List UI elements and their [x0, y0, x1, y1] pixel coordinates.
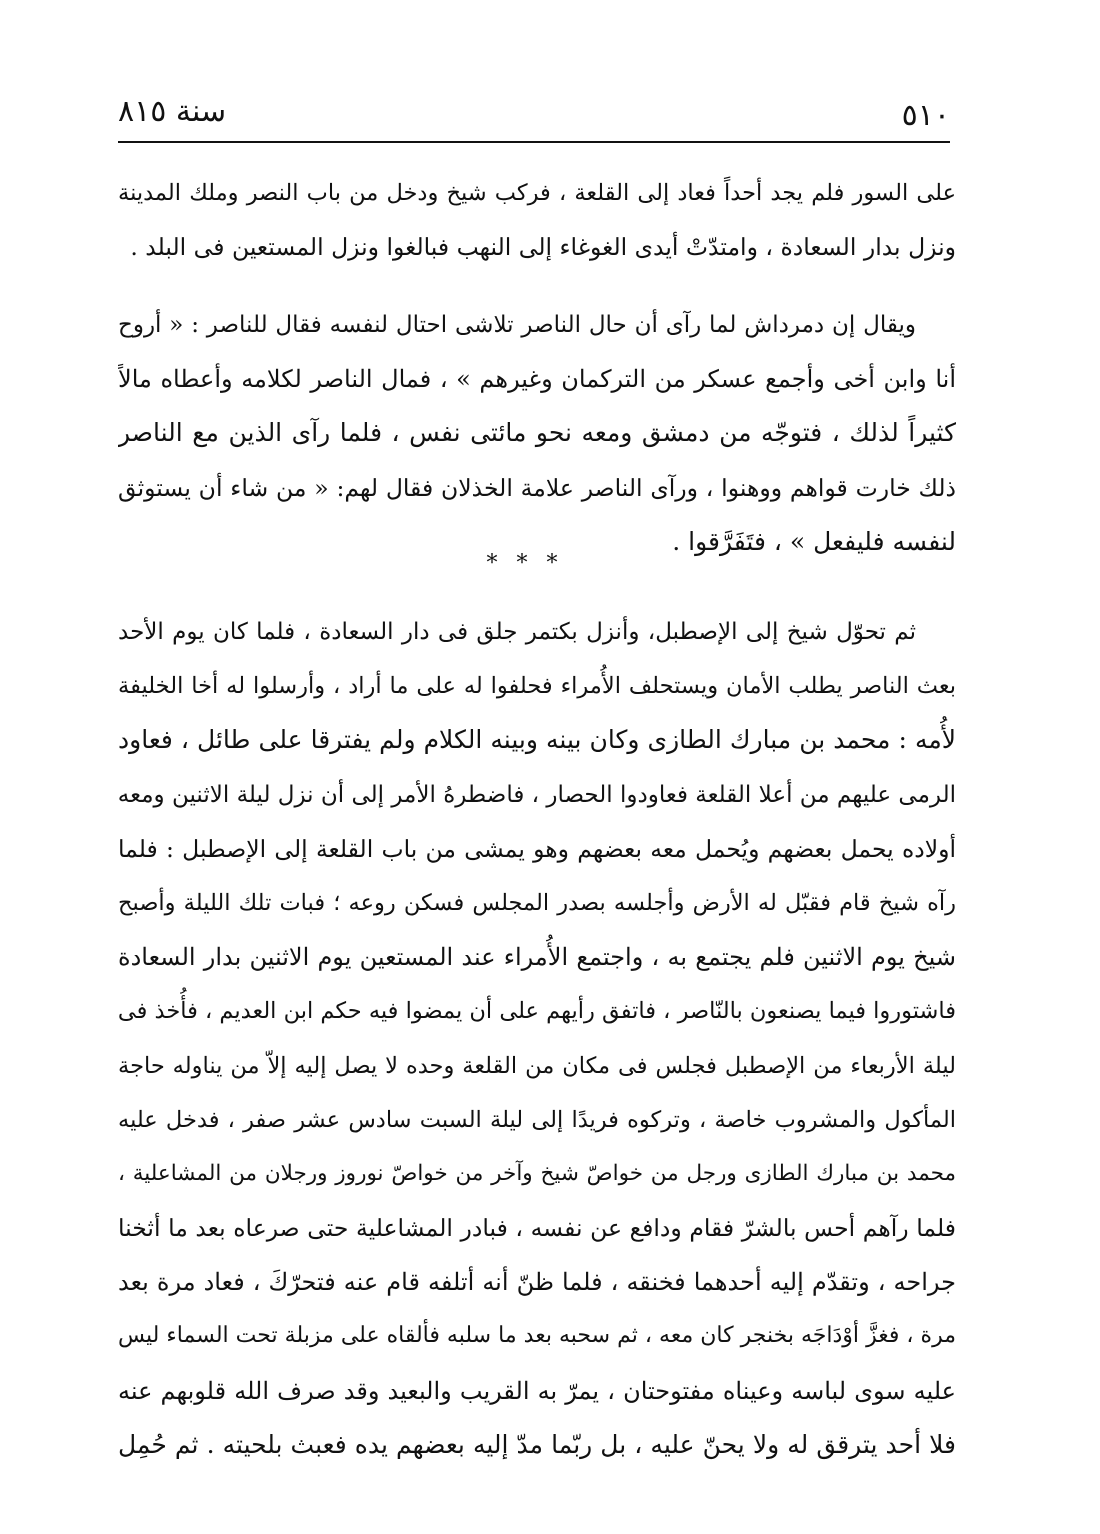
text-line: ويقال إن دمرداش لما رآى أن حال الناصر تلاشى احتال لنفسه فقال للناصر : « أروح — [118, 312, 916, 338]
text-line: المأكول والمشروب خاصة ، وتركوه فريدًا إلى ليلة السبت سادس عشر صفر ، فدخل عليه — [118, 1106, 956, 1133]
header-rule — [118, 141, 950, 143]
header-year: سنة ٨١٥ — [118, 94, 227, 129]
section-separator: * * * — [486, 551, 564, 576]
text-line: ذلك خارت قواهم ووهنوا ، ورآى الناصر علامة الخذلان فقال لهم: « من شاء أن يستوثق — [118, 473, 956, 502]
text-line: كثيراً لذلك ، فتوجّه من دمشق ومعه نحو مائتى نفس ، فلما رآى الذين مع الناصر — [118, 418, 956, 448]
text-line: ثم تحوّل شيخ إلى الإصطبل، وأنزل بكتمر جلق فى دار السعادة ، فلما كان يوم الأحد — [118, 619, 916, 645]
page-number: ٥١٠ — [901, 98, 950, 133]
paragraph-3 — [118, 605, 956, 1472]
text-line: فاشتوروا فيما يصنعون بالنّاصر ، فاتفق رأيهم على أن يمضوا فيه حكم ابن العديم ، فأُخذ فى — [118, 998, 956, 1025]
text-line: ليلة الأربعاء من الإصطبل فجلس فى مكان من القلعة وحده لا يصل إليه إلاّ من يناوله حاجة — [118, 1052, 956, 1079]
text-line: شيخ يوم الاثنين فلم يجتمع به ، واجتمع الأُمراء عند المستعين يوم الاثنين بدار السعادة — [118, 943, 956, 972]
text-line: محمد بن مبارك الطازى ورجل من خواصّ شيخ وآخر من خواصّ نوروز ورجلان من المشاعلية ، — [118, 1160, 956, 1186]
text-line: فلما رآهم أحس بالشرّ فقام ودافع عن نفسه ، فبادر المشاعلية حتى صرعاه بعد ما أثخنا — [118, 1214, 956, 1243]
text-line: لأُمه : محمد بن مبارك الطازى وكان بينه وبينه الكلام ولم يفترقا على طائل ، فعاود — [118, 725, 956, 755]
text-line: على السور فلم يجد أحداً فعاد إلى القلعة ، فركب شيخ ودخل من باب النصر وملك المدينة — [118, 180, 956, 206]
text-line: مرة ، فغزَّ أوْدَاجَه بخنجر كان معه ، ثم سحبه بعد ما سلبه فألقاه على مزبلة تحت السماء ليس — [118, 1323, 956, 1349]
text-line: رآه شيخ قام فقبّل له الأرض وأجلسه بصدر المجلس فسكن روعه ؛ فبات تلك الليلة وأصبح — [118, 889, 956, 916]
text-line: أنا وابن أخى وأجمع عسكر من التركمان وغيرهم » ، فمال الناصر لكلامه وأعطاه مالاً — [118, 365, 956, 394]
page-header — [118, 94, 950, 138]
text-line: أولاده يحمل بعضهم ويُحمل معه بعضهم وهو يمشى من باب القلعة إلى الإصطبل : فلما — [118, 834, 956, 863]
text-line: ونزل بدار السعادة ، وامتدّتْ أيدى الغوغاء إلى النهب فبالغوا ونزل المستعين فى البلد . — [130, 233, 956, 262]
paragraph-1 — [118, 166, 956, 274]
text-line: بعث الناصر يطلب الأمان ويستحلف الأُمراء فحلفوا له على ما أراد ، وأرسلوا له أخا الخليفة — [118, 673, 956, 700]
text-line: جراحه ، وتقدّم إليه أحدهما فخنقه ، فلما ظنّ أنه أتلفه قام عنه فتحرّكَ ، فعاد مرة بعد — [118, 1268, 956, 1297]
text-line: الرمى عليهم من أعلا القلعة فعاودوا الحصار ، فاضطرهُ الأمر إلى أن نزل ليلة الاثنين ومعه — [118, 781, 956, 808]
text-line: عليه سوى لباسه وعيناه مفتوحتان ، يمرّ به القريب والبعيد وقد صرف الله قلوبهم عنه — [118, 1376, 956, 1405]
text-line: لنفسه فليفعل » ، فتَفَرَّقوا . — [672, 526, 956, 556]
text-line: فلا أحد يترقق له ولا يحنّ عليه ، بل ربّما مدّ إليه بعضهم يده فعبث بلحيته . ثم حُمِل — [118, 1429, 956, 1459]
paragraph-2 — [118, 298, 956, 569]
